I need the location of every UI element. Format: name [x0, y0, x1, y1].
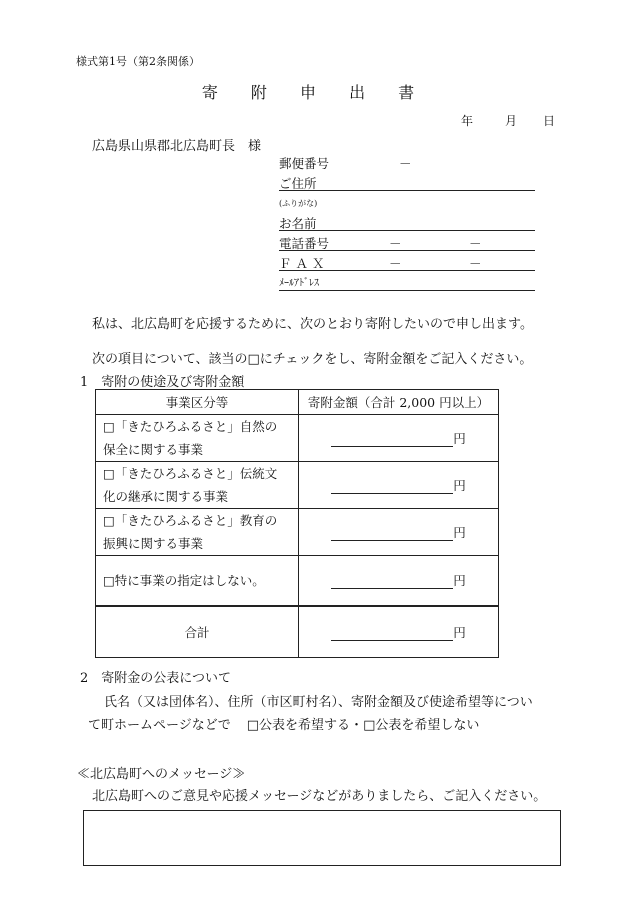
yen-label: 円: [453, 478, 466, 493]
furigana-field[interactable]: [279, 198, 535, 214]
total-amount-input-line[interactable]: [331, 626, 453, 641]
postal-code-label: 郵便番号: [279, 156, 330, 171]
amount-input-line[interactable]: [331, 574, 453, 589]
intro-text: 私は、北広島町を応援するために、次のとおり寄附したいので申し出ます。: [92, 317, 533, 332]
category-nature[interactable]: [96, 415, 299, 462]
section1-heading: 1 寄附の使途及び寄附金額: [80, 375, 245, 390]
category-culture[interactable]: [96, 462, 299, 509]
total-label: 合計: [96, 606, 299, 658]
yen-label: 円: [453, 624, 466, 640]
message-box[interactable]: [83, 810, 561, 866]
table-row: [96, 509, 499, 556]
phone-label: 電話番号: [279, 236, 330, 251]
amount-input-line[interactable]: [331, 479, 453, 494]
category-line: □「きたひろふるさと」自然の: [103, 419, 278, 434]
category-line: □特に事業の指定はしない。: [103, 572, 265, 588]
amount-cell[interactable]: [299, 415, 499, 462]
addressee: 広島県山県郡北広島町長 様: [92, 139, 262, 154]
publish-yes-checkbox[interactable]: □公表を希望する: [246, 718, 351, 733]
table-row: [96, 462, 499, 509]
col-amount-header: 寄附金額（合計 2,000 円以上）: [299, 390, 499, 415]
publication-text-line2: [88, 714, 479, 733]
amount-input-line[interactable]: [331, 432, 453, 447]
phone-dash-1: －: [389, 236, 402, 251]
table-row: [96, 556, 499, 606]
name-field[interactable]: [279, 214, 535, 231]
email-label: ﾒｰﾙｱﾄﾞﾚｽ: [279, 278, 319, 289]
email-field[interactable]: [279, 274, 535, 291]
postal-code-field[interactable]: [279, 154, 535, 170]
yen-label: 円: [453, 431, 466, 446]
yen-label: 円: [453, 525, 466, 540]
amount-cell[interactable]: [299, 509, 499, 556]
total-row: [96, 606, 499, 658]
message-heading: ≪北広島町へのメッセージ≫: [77, 767, 246, 782]
publication-text-line1: 氏名（又は団体名）、住所（市区町村名）、寄附金額及び使途希望等につい: [104, 695, 533, 710]
publish-no-checkbox[interactable]: □公表を希望しない: [363, 718, 480, 733]
phone-field[interactable]: [279, 234, 535, 251]
category-line: 振興に関する事業: [103, 536, 204, 551]
form-number: 様式第1号（第2条関係）: [76, 55, 200, 68]
total-amount-cell[interactable]: [299, 606, 499, 658]
date-year-label: 年: [461, 114, 474, 128]
amount-cell[interactable]: [299, 462, 499, 509]
category-line: 化の継承に関する事業: [103, 489, 229, 504]
fax-dash-1: －: [389, 256, 402, 271]
postal-code-dash: －: [399, 156, 412, 171]
section2-heading: 2 寄附金の公表について: [80, 671, 232, 686]
publication-prefix: て町ホームページなどで: [88, 718, 231, 733]
fax-label: ＦＡＸ: [279, 256, 329, 271]
address-label: ご住所: [279, 176, 317, 191]
phone-dash-2: －: [469, 236, 482, 251]
table-row: [96, 415, 499, 462]
document-title: 寄 附 申 出 書: [201, 83, 429, 102]
fax-dash-2: －: [469, 256, 482, 271]
message-prompt: 北広島町へのご意見や応援メッセージなどがありましたら、ご記入ください。: [92, 789, 547, 804]
col-category-header: 事業区分等: [96, 390, 299, 415]
instruction-text: 次の項目について、該当の□にチェックをし、寄附金額をご記入ください。: [92, 352, 533, 367]
category-line: □「きたひろふるさと」伝統文: [103, 466, 278, 481]
date-month-label: 月: [505, 114, 518, 128]
furigana-label: (ふりがな): [279, 199, 318, 208]
amount-input-line[interactable]: [331, 526, 453, 541]
category-line: □「きたひろふるさと」教育の: [103, 513, 278, 528]
category-education[interactable]: [96, 509, 299, 556]
category-line: 保全に関する事業: [103, 442, 204, 457]
amount-cell[interactable]: [299, 556, 499, 606]
category-unspecified[interactable]: [96, 556, 299, 606]
table-header-row: [96, 390, 499, 415]
option-separator: ・: [350, 718, 364, 733]
yen-label: 円: [453, 573, 466, 589]
date-day-label: 日: [543, 114, 556, 128]
donation-table: [95, 389, 499, 658]
name-label: お名前: [279, 216, 317, 231]
address-field[interactable]: [279, 174, 535, 191]
fax-field[interactable]: [279, 254, 535, 271]
